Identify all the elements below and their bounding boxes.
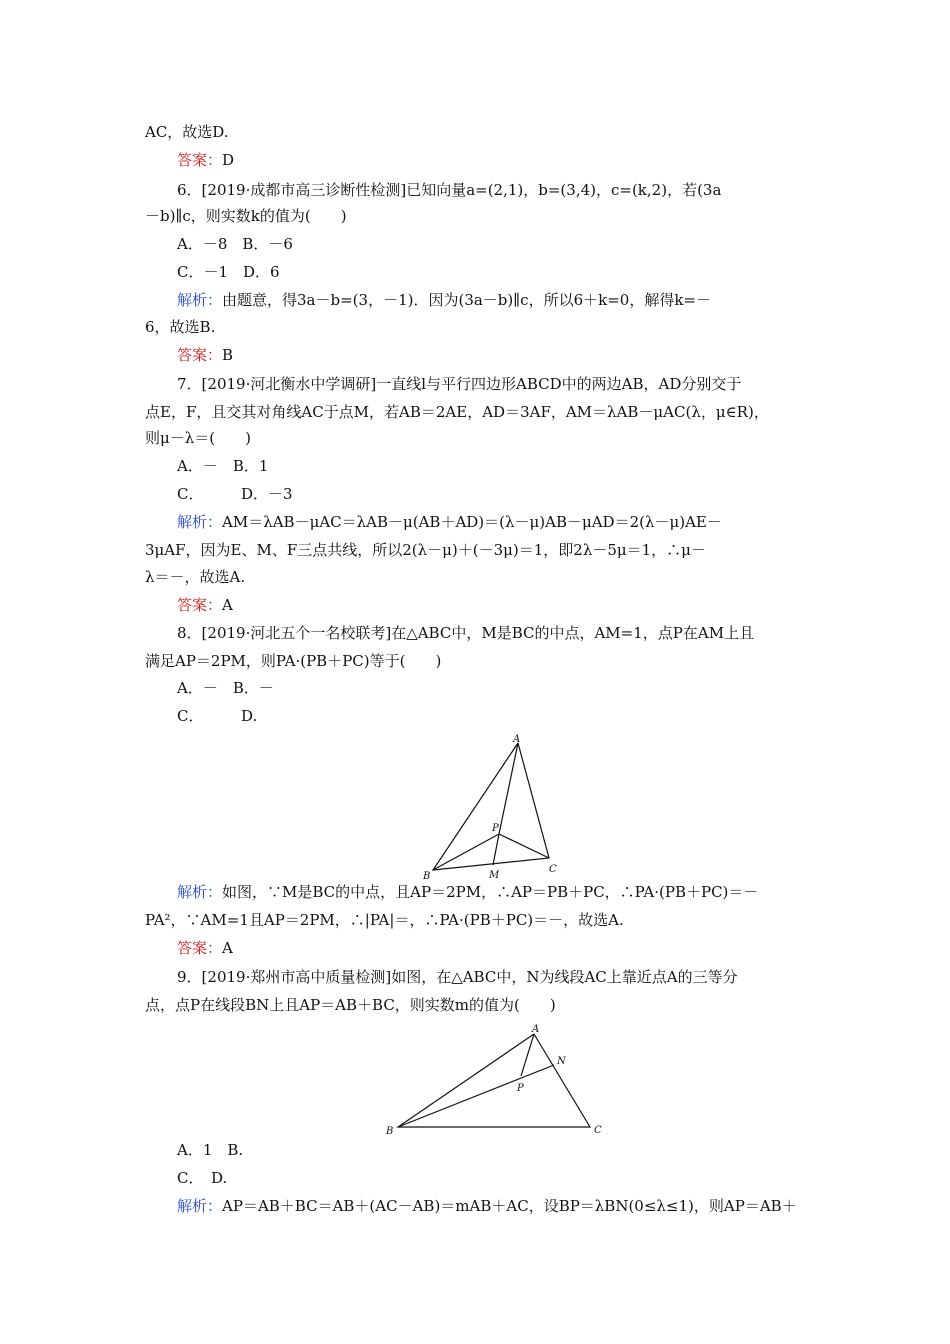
option-line: C． D. (177, 1169, 228, 1187)
label-p: P (492, 823, 499, 834)
question-8-line: 8．[2019·河北五个一名校联考]在△ABC中，M是BC的中点，AM=1，点P在AM上且 (177, 624, 755, 642)
label-a: A (532, 1024, 540, 1035)
text-line: λ＝－，故选A. (145, 568, 246, 586)
text-line: 则μ－λ＝( ) (145, 429, 251, 447)
triangle-figure-2 (380, 1020, 610, 1140)
label-n: N (557, 1056, 566, 1067)
solution-label: 解析： (177, 513, 223, 531)
text-line: －b)∥c，则实数k的值为( ) (145, 207, 347, 225)
answer-label: 答案： (177, 596, 223, 614)
solution-label: 解析： (177, 883, 223, 901)
option-line: A．－8 B．－6 (177, 235, 293, 253)
answer-line: 答案：B (177, 346, 234, 364)
option-line: C．－1 D．6 (177, 263, 280, 281)
text-line: 满足AP＝2PM，则PA·(PB＋PC)等于( ) (145, 652, 442, 670)
answer-label: 答案： (177, 939, 223, 957)
text-line: 点E，F，且交其对角线AC于点M，若AB＝2AE，AD＝3AF，AM＝λAB－μAC(λ，μ∈R)， (145, 403, 769, 421)
label-c: C (594, 1125, 602, 1136)
label-m: M (489, 870, 500, 881)
question-7-line: 7．[2019·河北衡水中学调研]一直线l与平行四边形ABCD中的两边AB，AD分别交于 (177, 375, 742, 393)
question-9-line: 9．[2019·郑州市高中质量检测]如图，在△ABC中，N为线段AC上靠近点A的三等分 (177, 968, 738, 986)
answer-label: 答案： (177, 346, 223, 364)
answer-line: 答案：A (177, 596, 233, 614)
text-line: 点，点P在线段BN上且AP＝AB＋BC，则实数m的值为( ) (145, 996, 556, 1014)
answer-line: 答案：A (177, 939, 233, 957)
text-line: PA²，∵AM=1且AP＝2PM，∴|PA|＝，∴PA·(PB＋PC)＝－，故选A. (145, 911, 624, 929)
label-a: A (513, 734, 521, 745)
solution-line: 解析：AP＝AB＋BC＝AB＋(AC－AB)＝mAB＋AC，设BP＝λBN(0≤λ≤1)，则AP＝AB＋ (177, 1197, 797, 1215)
solution-label: 解析： (177, 291, 223, 309)
label-c: C (549, 864, 557, 875)
label-p: P (517, 1083, 524, 1094)
option-line: C． D. (177, 707, 258, 725)
solution-line: 解析：如图，∵M是BC的中点，且AP＝2PM，∴AP＝PB＋PC，∴PA·(PB＋PC)＝－ (177, 883, 759, 901)
solution-line: 解析：AM＝λAB－μAC＝λAB－μ(AB＋AD)＝(λ－μ)AB－μAD＝2(λ－μ)AE－ (177, 513, 722, 531)
solution-label: 解析： (177, 1197, 223, 1215)
answer-line: 答案：D (177, 151, 235, 169)
answer-label: 答案： (177, 151, 223, 169)
triangle-figure-1 (415, 732, 565, 882)
text-line: 6，故选B. (145, 318, 216, 336)
option-line: C． D．－3 (177, 485, 293, 503)
text-line: 3μAF，因为E、M、F三点共线，所以2(λ－μ)＋(－3μ)＝1，即2λ－5μ＝1，∴μ－ (145, 541, 706, 559)
option-line: A．－ B．1 (177, 457, 269, 475)
question-6-line: 6．[2019·成都市高三诊断性检测]已知向量a=(2,1)，b=(3,4)，c=(k,2)，若(3a (177, 181, 722, 199)
label-b: B (386, 1126, 394, 1137)
text-line: AC，故选D. (145, 123, 229, 141)
label-b: B (423, 871, 431, 882)
option-line: A．1 B. (177, 1141, 244, 1159)
solution-line: 解析：由题意，得3a－b=(3，－1)．因为(3a－b)∥c，所以6＋k=0，解得k=－ (177, 291, 711, 309)
option-line: A．－ B．－ (177, 679, 274, 697)
